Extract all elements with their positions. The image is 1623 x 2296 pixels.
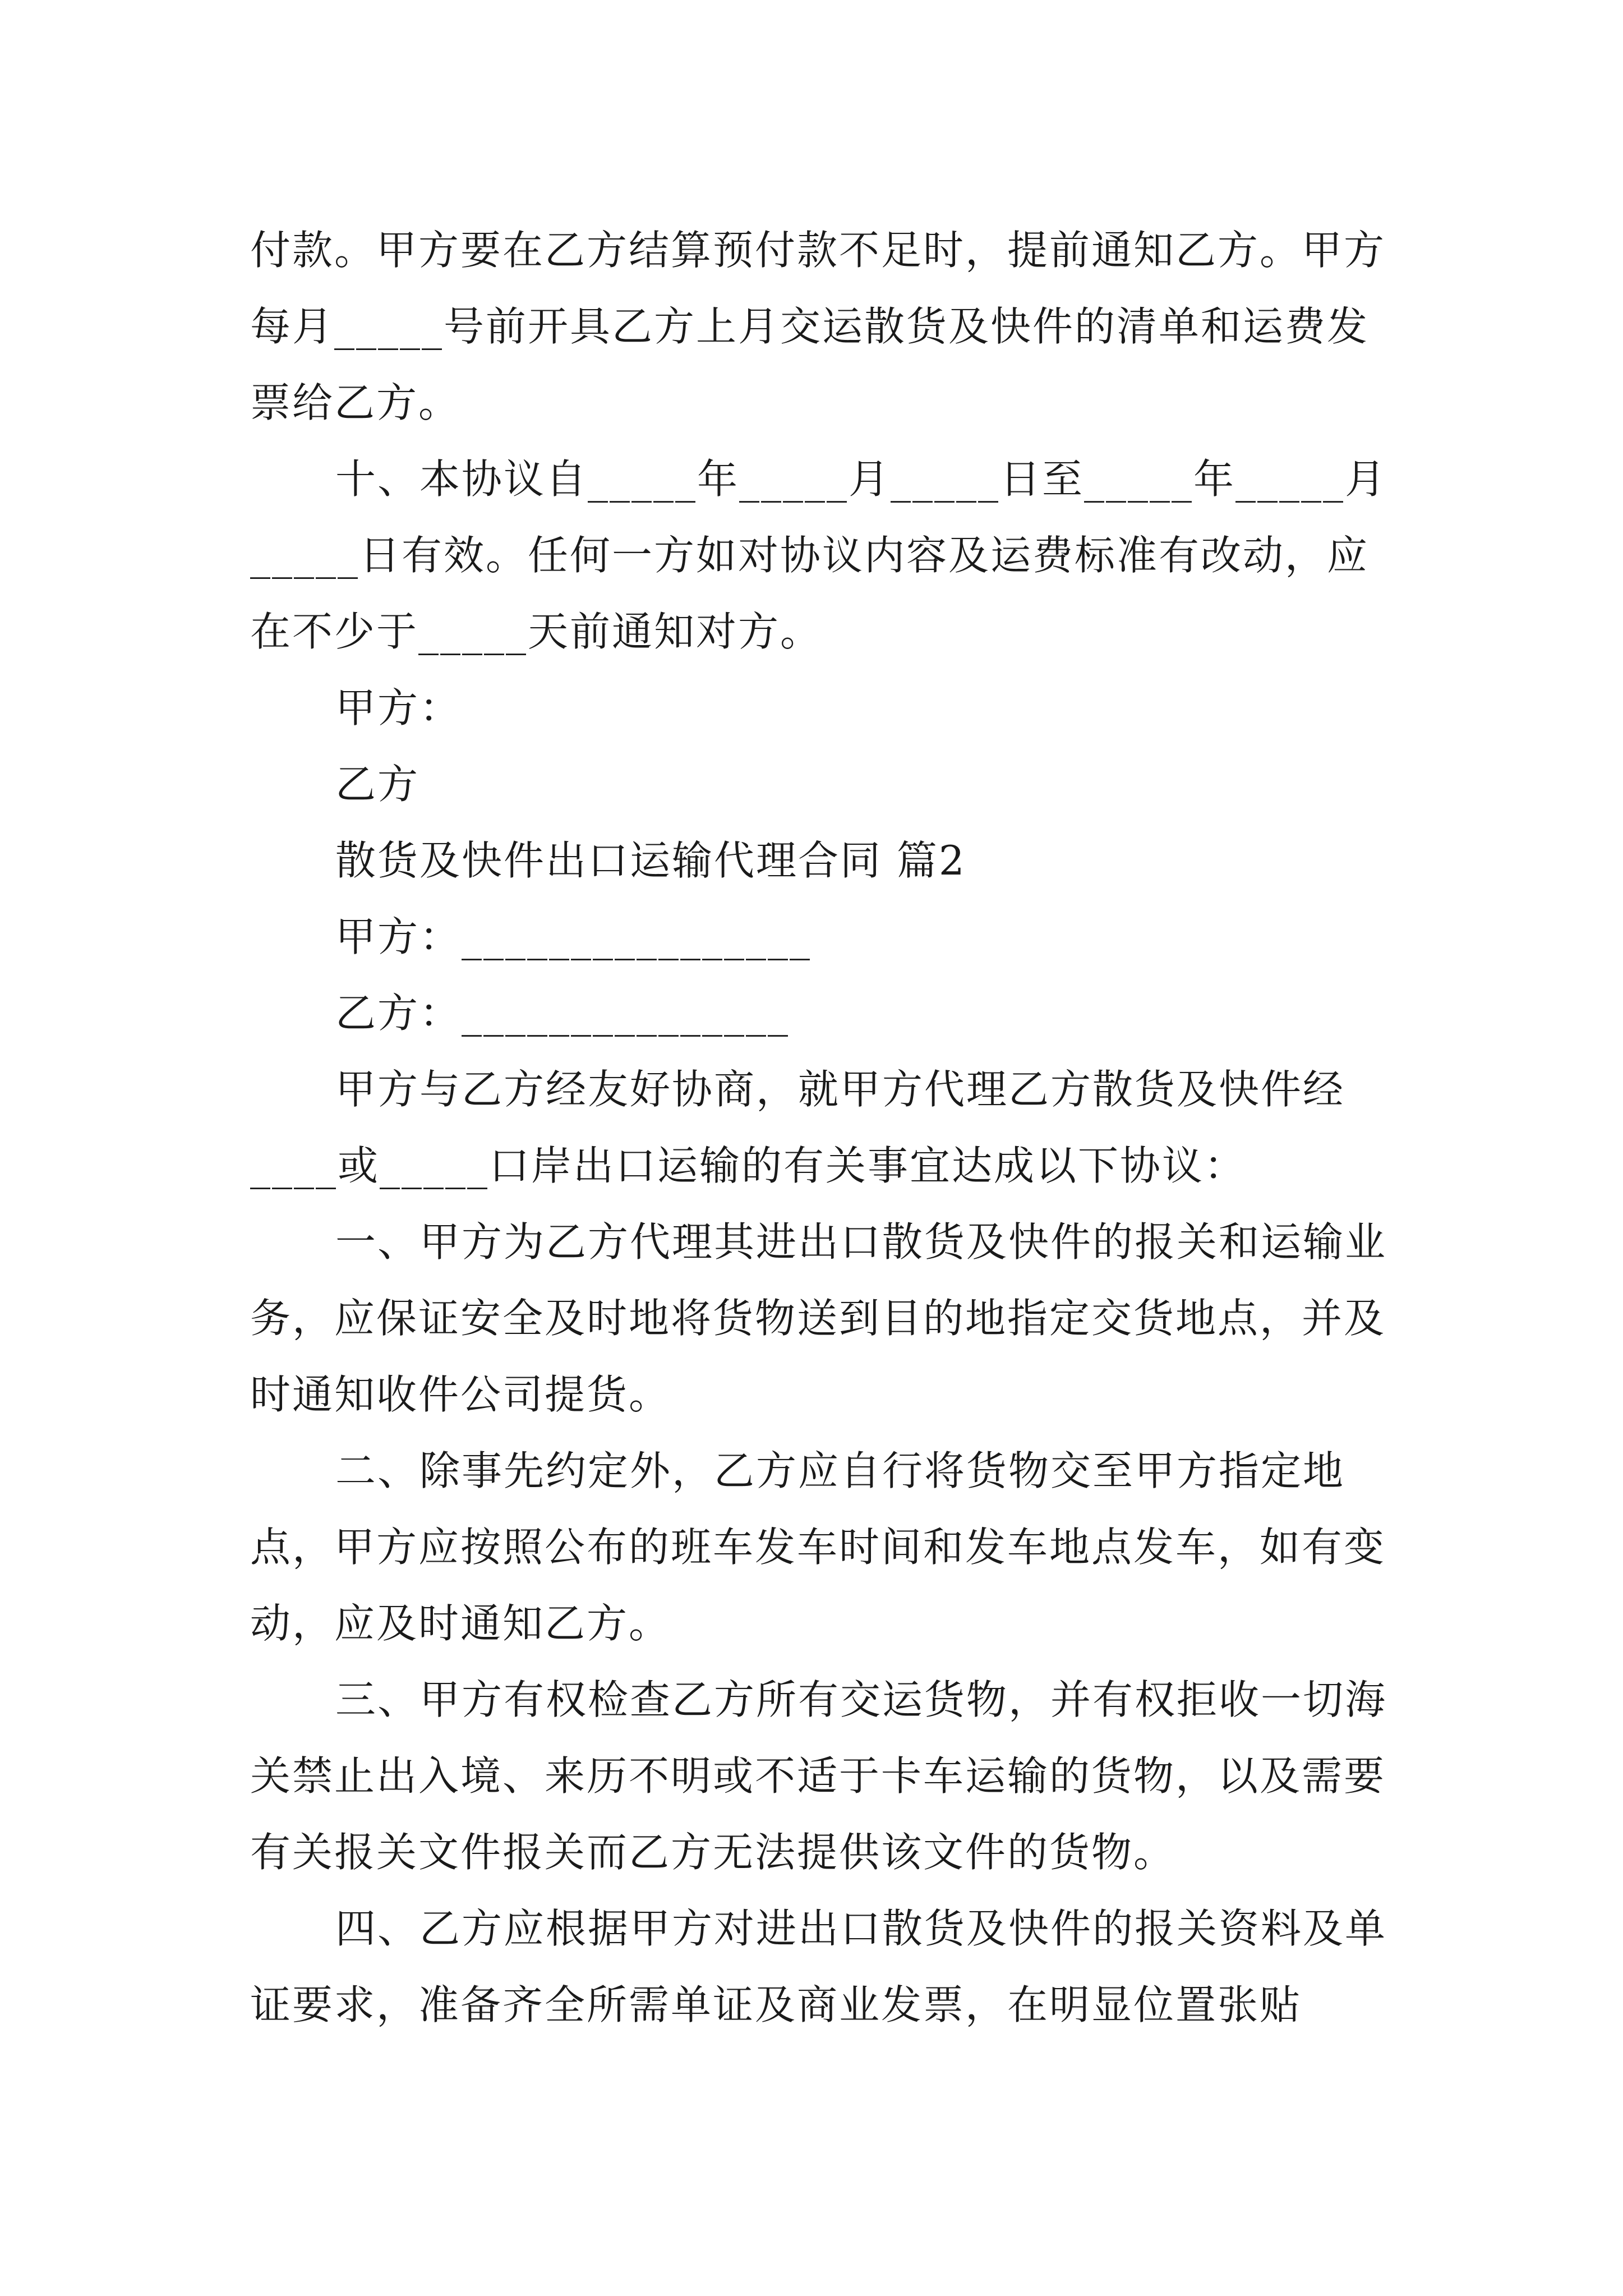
paragraph-intro: 甲方与乙方经友好协商，就甲方代理乙方散货及快件经____或_____口岸出口运输的有关事宜达成以下协议： bbox=[250, 1066, 1345, 1189]
signature-party-b: 乙方 bbox=[335, 761, 420, 808]
party-b-line: 乙方：_______________ bbox=[335, 990, 790, 1037]
party-a-line: 甲方：________________ bbox=[335, 913, 812, 960]
paragraph-three: 三、甲方有权检查乙方所有交运货物，并有权拒收一切海关禁止出入境、来历不明或不适于卡车运输的货物，以及需要有关报关文件报关而乙方无法提供该文件的货物。 bbox=[250, 1676, 1387, 1876]
paragraph-four: 四、乙方应根据甲方对进出口散货及快件的报关资料及单证要求，准备齐全所需单证及商业发票，在明显位置张贴 bbox=[250, 1905, 1387, 2028]
paragraph-nine-continued: 付款。甲方要在乙方结算预付款不足时，提前通知乙方。甲方每月_____号前开具乙方上月交运散货及快件的清单和运费发票给乙方。 bbox=[250, 227, 1386, 426]
paragraph-one: 一、甲方为乙方代理其进出口散货及快件的报关和运输业务，应保证安全及时地将货物送到目的地指定交货地点，并及时通知收件公司提货。 bbox=[250, 1218, 1387, 1418]
paragraph-two: 二、除事先约定外，乙方应自行将货物交至甲方指定地点，甲方应按照公布的班车发车时间和发车地点发车，如有变动，应及时通知乙方。 bbox=[250, 1447, 1386, 1647]
paragraph-ten: 十、本协议自_____年_____月_____日至_____年_____月_____日有效。任何一方如对协议内容及运费标准有改动，应在不少于_____天前通知对方。 bbox=[250, 455, 1387, 655]
document-body bbox=[250, 212, 1400, 2043]
contract-title-2: 散货及快件出口运输代理合同 篇2 bbox=[335, 837, 966, 884]
signature-party-a: 甲方： bbox=[335, 684, 462, 731]
